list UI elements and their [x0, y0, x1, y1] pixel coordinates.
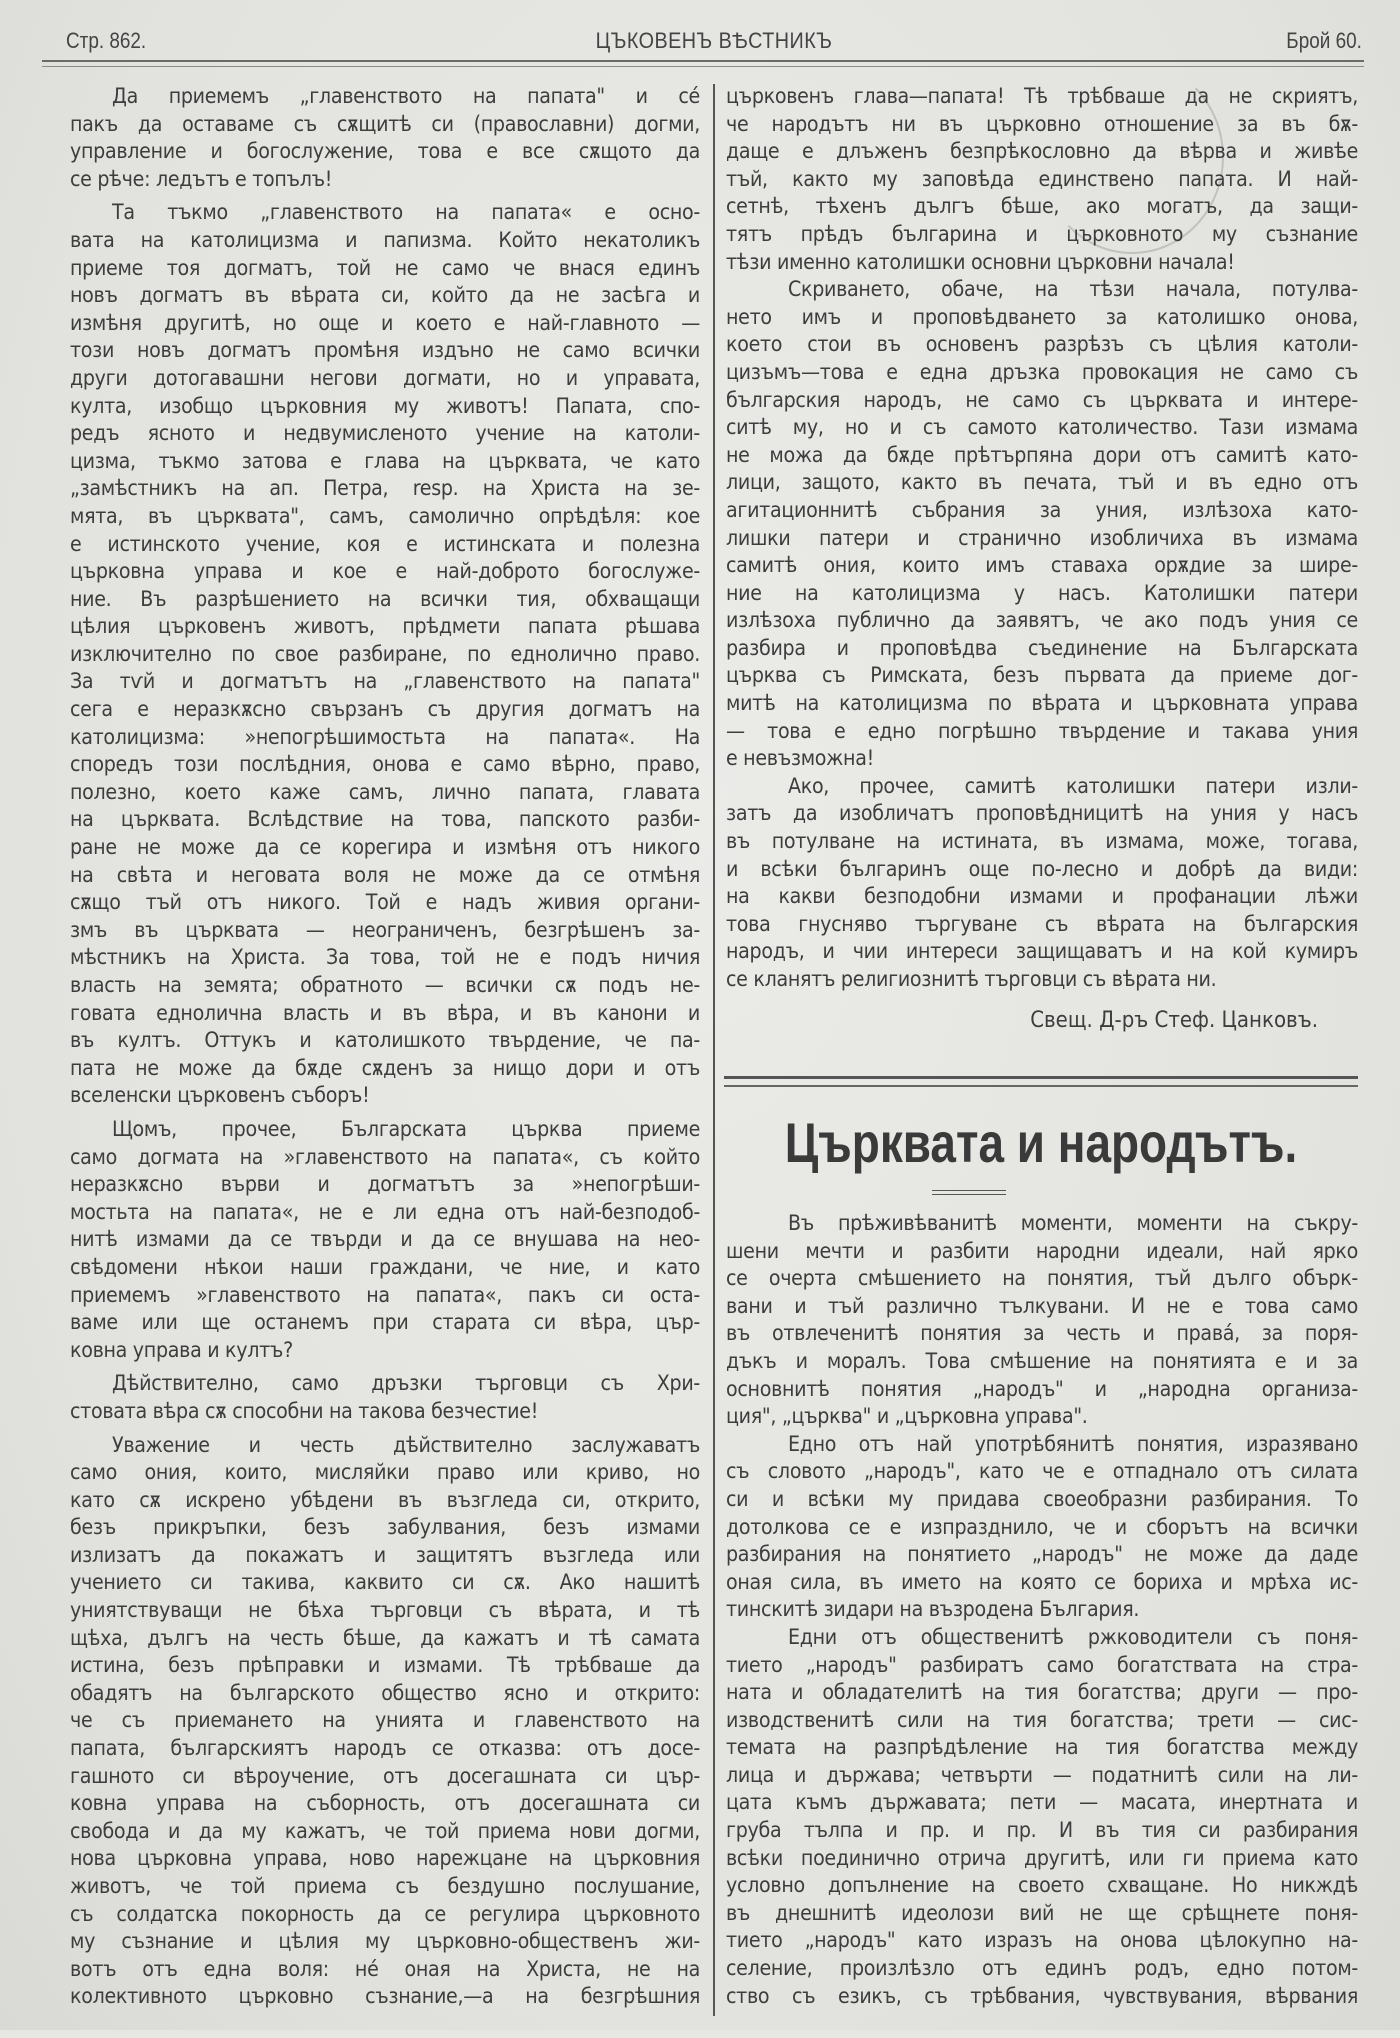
article-title: Църквата и народътъ. — [784, 1111, 1298, 1174]
text-line: лици, защото, както въ печата, тъй и въ едно отъ — [726, 469, 1358, 495]
left-column — [70, 82, 700, 2038]
text-line: Уважение и честь дѣйствително заслужаватъ — [112, 1431, 700, 1457]
text-line: сѫщо тъй отъ никого. Той е надъ живия органи- — [70, 889, 700, 915]
text-line: тѣзи именно католишки основни църковни начала! — [726, 248, 1235, 274]
text-line: — това е едно погрѣшно твърдение и такава уния — [726, 717, 1358, 743]
text-line: ство съ езикъ, съ трѣбвания, чувствувания, вѣрвания — [726, 1982, 1358, 2008]
text-line: пакъ да оставаме съ сѫщитѣ си (православни) догми, — [70, 110, 700, 136]
title-ornament-rule — [932, 1190, 1006, 1195]
text-line: споредъ този послѣдния, онова е само вѣрно, право, — [70, 751, 700, 777]
text-line: шени мечти и разбити народни идеали, най ярко — [726, 1237, 1358, 1263]
text-line: разбирания на понятието „народъ" не може да даде — [726, 1541, 1358, 1567]
text-line: съ словото „народъ", като че е отпаднало отъ силата — [726, 1458, 1358, 1484]
text-line: всѣки поединично отрича другитѣ, или ги приема като — [726, 1844, 1358, 1870]
text-line: колективното църковно съзнание,—а на безгрѣшния — [70, 1983, 700, 2009]
text-line: което стои въ основенъ разрѣзъ съ цѣлия католи- — [726, 331, 1358, 357]
text-line: ние. Въ разрѣшението на всички тия, обхващащи — [70, 585, 700, 611]
text-line: даще е длъженъ безпрѣкословно да вѣрва и живѣе — [726, 138, 1358, 164]
text-line: Едни отъ общественитѣ ржководители съ поня- — [788, 1623, 1358, 1649]
text-line: вотъ отъ една воля: не́ оная на Христа, не на — [70, 1955, 700, 1981]
text-line: вселенски църковенъ съборъ! — [70, 1082, 370, 1108]
text-line: стовата вѣра сѫ способни на такова безчестие! — [70, 1397, 539, 1423]
text-line: въ днешнитѣ идеолози вий не ще срѣщнете поня- — [726, 1899, 1358, 1925]
text-line: мѣстникъ на Христа. За това, той не е подъ ничия — [70, 944, 700, 970]
text-line: българския народъ, не само съ църквата и интере- — [726, 386, 1358, 412]
text-line: на свѣта и неговата воля не може да се отмѣня — [70, 861, 700, 887]
page-number: Стр. 862. — [66, 28, 147, 53]
text-line: култа, изобщо църковния му животъ! Папата, спо- — [70, 392, 700, 418]
text-line: съ солдатска покорность да се регулира църковното — [70, 1900, 700, 1926]
text-line: ната и обладателитѣ на тия богатства; други — про- — [726, 1679, 1358, 1705]
text-line: сега е неразкѫсно свързанъ съ другия догматъ на — [70, 696, 700, 722]
text-line: щѣха, дългъ на честь бѣше, да кажатъ и тѣ самата — [70, 1624, 700, 1650]
page-header — [66, 26, 1362, 56]
text-line: че народътъ ни въ църковно отношение за въ бѫ- — [726, 110, 1358, 136]
text-line: ковна управа и култъ? — [70, 1336, 293, 1362]
text-line: цата къмъ държавата; пети — масата, инертната и — [726, 1789, 1358, 1815]
text-line: обадятъ на българското общество ясно и открито: — [70, 1679, 700, 1705]
text-line: тъй, както му заповѣда единствено папата. И най- — [726, 165, 1358, 191]
text-line: темата на разпрѣдѣление на тия богатства между — [726, 1734, 1358, 1760]
text-line: вани и тъй различно тълкувани. И не е това само — [726, 1292, 1358, 1318]
text-line: цѣлия църковенъ животъ, прѣдмети папата рѣшава — [70, 613, 700, 639]
text-line: народъ, и чии интереси защищаватъ и на кой кумиръ — [726, 938, 1358, 964]
text-line: самитѣ ония, които имъ ставаха орѫдие за шире- — [726, 552, 1358, 578]
text-line: мостьта на папата«, не е ли една отъ най-безподоб- — [70, 1198, 700, 1224]
text-line: не можа да бѫде прѣтърпяна дори отъ самитѣ като- — [726, 441, 1358, 467]
text-line: излѣзоха публично да заявятъ, че ако подъ уния се — [726, 607, 1358, 633]
column-divider — [713, 84, 715, 2016]
text-line: Ако, прочее, самитѣ католишки патери изли- — [788, 772, 1358, 798]
text-line: гашното си вѣроучение, отъ досегашната си цър- — [70, 1762, 700, 1788]
text-line: униятствуващи не бѣха търговци съ вѣрата, и тѣ — [70, 1597, 700, 1623]
text-line: се рѣче: ледътъ е топълъ! — [70, 165, 333, 191]
text-line: тятъ прѣдъ българина и църковното му съзнание — [726, 220, 1358, 246]
text-line: на какви безподобни измами и профанации лѣжи — [726, 883, 1358, 909]
text-line: цизъмъ—това е една дръзка провокация не само съ — [726, 358, 1358, 384]
text-line: Щомъ, прочее, Българската църква приеме — [112, 1115, 700, 1141]
author-signature: Свещ. Д-ръ Стеф. Цанковъ. — [1030, 1007, 1318, 1033]
text-line: въ потулване на истината, въ измама, може, тогава, — [726, 828, 1358, 854]
text-line: само догмата на »главенството на папата«, съ който — [70, 1143, 700, 1169]
text-line: лица и държава; четвърти — податнитѣ сили на ли- — [726, 1761, 1358, 1787]
text-line: се кланятъ религиознитѣ търговци съ вѣрата ни. — [726, 966, 1217, 991]
text-line: Скриването, обаче, на тѣзи начала, потулва- — [788, 276, 1358, 302]
text-line: тието „народъ" като изразъ на онова цѣлокупно на- — [726, 1927, 1358, 1953]
text-line: нето имъ и проповѣдването за католишко онова, — [726, 303, 1358, 329]
text-line: Та тъкмо „главенството на папата« е осно- — [112, 199, 700, 225]
text-line: е невъзможна! — [726, 745, 874, 771]
text-line: измѣня другитѣ, но още и което е най-главното — — [70, 309, 700, 335]
text-line: католицизма: »непогрѣшимостьта на папата«. На — [70, 723, 700, 749]
text-line: ситѣ му, но и съ самото католичество. Тази измама — [726, 414, 1358, 440]
text-line: неразкѫсно върви и догматътъ за »непогрѣши- — [70, 1171, 700, 1197]
text-line: и всѣки българинъ още по-лесно и добрѣ да види: — [726, 855, 1358, 881]
article-separator — [724, 1076, 1358, 1087]
text-line: нитѣ измами да се твърди и да се внушава на нео- — [70, 1226, 700, 1252]
text-line: този новъ догматъ промѣня издъно не само всички — [70, 337, 700, 363]
text-line: Дѣйствително, само дръзки търговци съ Хри- — [112, 1370, 700, 1396]
text-line: Въ прѣживѣванитѣ моменти, моменти на съкру- — [788, 1210, 1358, 1235]
text-line: като сѫ искрено убѣдени въ възгледа си, открито, — [70, 1486, 700, 1512]
text-line: новъ догматъ въ вѣрата си, който да не засѣга и — [70, 282, 700, 308]
text-line: мята, въ църквата", самъ, самолично опрѣдѣля: кое — [70, 502, 700, 528]
text-line — [70, 2010, 700, 2038]
text-line: приемемъ »главенството на папата«, пакъ си оста- — [70, 1281, 700, 1307]
publication-title: ЦЪКОВЕНЪ ВѢСТНИКЪ — [595, 28, 833, 53]
text-line: агитационнитѣ събрания за уния, излѣзоха като- — [726, 496, 1358, 522]
text-line: тието „народъ" разбиратъ само богатствата на стра- — [726, 1651, 1358, 1677]
right-column — [726, 82, 1358, 1034]
text-line: тинскитѣ зидари на възродена България. — [726, 1596, 1140, 1622]
text-line: цизма, тъкмо затова е глава на църквата, че като — [70, 447, 700, 473]
text-line: въ отвлеченитѣ понятия за честь и права́, за поря- — [726, 1320, 1358, 1346]
text-line: говата еднолична власть и въ вѣра, и въ канони и — [70, 999, 700, 1025]
text-line: други дотогавашни негови догмати, но и управата, — [70, 364, 700, 390]
text-line: изключително по свое разбиране, по еднолично право. — [70, 640, 700, 666]
text-line: дотолкова се е изпразднило, че и сборътъ на всички — [726, 1513, 1358, 1539]
text-line: сетнѣ, тѣхенъ дългъ бѣше, ако могатъ, да защи- — [726, 193, 1358, 219]
text-line: църковенъ глава—папата! Тѣ трѣбваше да не скриятъ, — [726, 83, 1358, 108]
text-line: че съ приемането на унията и главенството на — [70, 1707, 700, 1733]
text-line: ваме или ще останемъ при старата си вѣра, цър- — [70, 1309, 700, 1335]
text-line: изводственитѣ сили на тия богатства; трети — сис- — [726, 1706, 1358, 1732]
text-line: на църквата. Вслѣдствие на това, папското разби- — [70, 806, 700, 832]
text-line: ция", „църква" и „църковна управа". — [726, 1403, 1088, 1429]
text-line: нова църковна управа, ново нарежцане на църковния — [70, 1845, 700, 1871]
text-line: приеме тоя догматъ, той не само че внася единъ — [70, 254, 700, 280]
text-line: се очерта смѣшението на понятия, тъй дълго обърк- — [726, 1265, 1358, 1291]
text-line: „замѣстникъ на ап. Петра, resp. на Христа на зе- — [70, 475, 700, 501]
text-line: това гнусняво търгуване съ вѣрата на българския — [726, 910, 1358, 936]
article2-body — [726, 1209, 1358, 2009]
text-line: пата не може да бѫде сѫденъ за нищо дори и отъ — [70, 1054, 700, 1080]
text-line: оная сила, въ името на която се бориха и мрѣха ис- — [726, 1568, 1358, 1594]
text-line: му съзнание и цѣлия му църковно-общественъ жи- — [70, 1928, 700, 1954]
text-line: безъ прикръпки, безъ забулвания, безъ измами — [70, 1514, 700, 1540]
text-line: редъ ясното и недвумисленото учение на католи- — [70, 420, 700, 446]
text-line: полезно, което каже самъ, лично папата, главата — [70, 778, 700, 804]
text-line: За тѵй и догматътъ на „главенството на папата" — [70, 668, 700, 694]
text-line: митѣ на католицизма по вѣрата и църковната управа — [726, 690, 1358, 716]
text-line: основнитѣ понятия „народъ" и „народна организа- — [726, 1375, 1358, 1401]
issue-number: Брой 60. — [1286, 28, 1362, 53]
text-line: църква съ Римската, безъ първата да приеме дог- — [726, 662, 1358, 688]
text-line: учението си такива, каквито си сѫ. Ако нашитѣ — [70, 1569, 700, 1595]
text-line: разбира и проповѣдва съединение на Българската — [726, 634, 1358, 660]
text-line: груба тълпа и пр. и пр. И въ тия си разбирания — [726, 1817, 1358, 1843]
text-line: селение, произлѣзло отъ единъ родъ, едно потом- — [726, 1955, 1358, 1981]
text-line: папата, българскиятъ народъ се отказва: отъ досе- — [70, 1735, 700, 1761]
text-line: въ култъ. Оттукъ и католишкото твърдение, че па- — [70, 1027, 700, 1053]
text-line: Да приемемъ „главенството на папата" и се́ — [112, 83, 700, 108]
text-line: вата на католицизма и папизма. Който некатоликъ — [70, 226, 700, 252]
text-line: Едно отъ най употрѣбянитѣ понятия, изразявано — [788, 1430, 1358, 1456]
text-line: дъкъ и моралъ. Това смѣшение на понятията е и за — [726, 1347, 1358, 1373]
text-line: лишки патери и странично изобличиха въ измама — [726, 524, 1358, 550]
text-line: свѣдомени нѣкои наши граждани, че ние, и като — [70, 1253, 700, 1279]
text-line: затъ да изобличатъ проповѣдницитѣ на уния у насъ — [726, 800, 1358, 826]
text-line: излизатъ да покажатъ и защитятъ възгледа или — [70, 1541, 700, 1567]
text-line: е истинското учение, коя е истинската и полезна — [70, 530, 700, 556]
text-line: истина, безъ прѣправки и измами. Тѣ трѣбваше да — [70, 1652, 700, 1678]
text-line: ковна управа на съборность, отъ досегашната си — [70, 1790, 700, 1816]
text-line: животъ, че той приема съ бездушно послушание, — [70, 1873, 700, 1898]
text-line: свобода и да му кажатъ, че той приема нови догми, — [70, 1817, 700, 1843]
text-line: ране не може да се корегира и измѣня отъ никого — [70, 834, 700, 860]
text-line: власть на земята; обратното — всички сѫ подъ не- — [70, 972, 700, 997]
text-line: условно допълнение на своето схващане. Но никждѣ — [726, 1872, 1358, 1898]
text-line: ние на католицизма у насъ. Католишки патери — [726, 579, 1358, 605]
text-line: управление и богослужение, това е все сѫщото да — [70, 138, 700, 164]
text-line: църковна управа и кое е най-доброто богослуже- — [70, 558, 700, 584]
text-line: змъ въ църквата — неограниченъ, безгрѣшенъ за- — [70, 916, 700, 942]
text-line: си и всѣки му придава своеобразни разбирания. То — [726, 1485, 1358, 1511]
text-line: само ония, които, мисляйки право или криво, но — [70, 1459, 700, 1485]
